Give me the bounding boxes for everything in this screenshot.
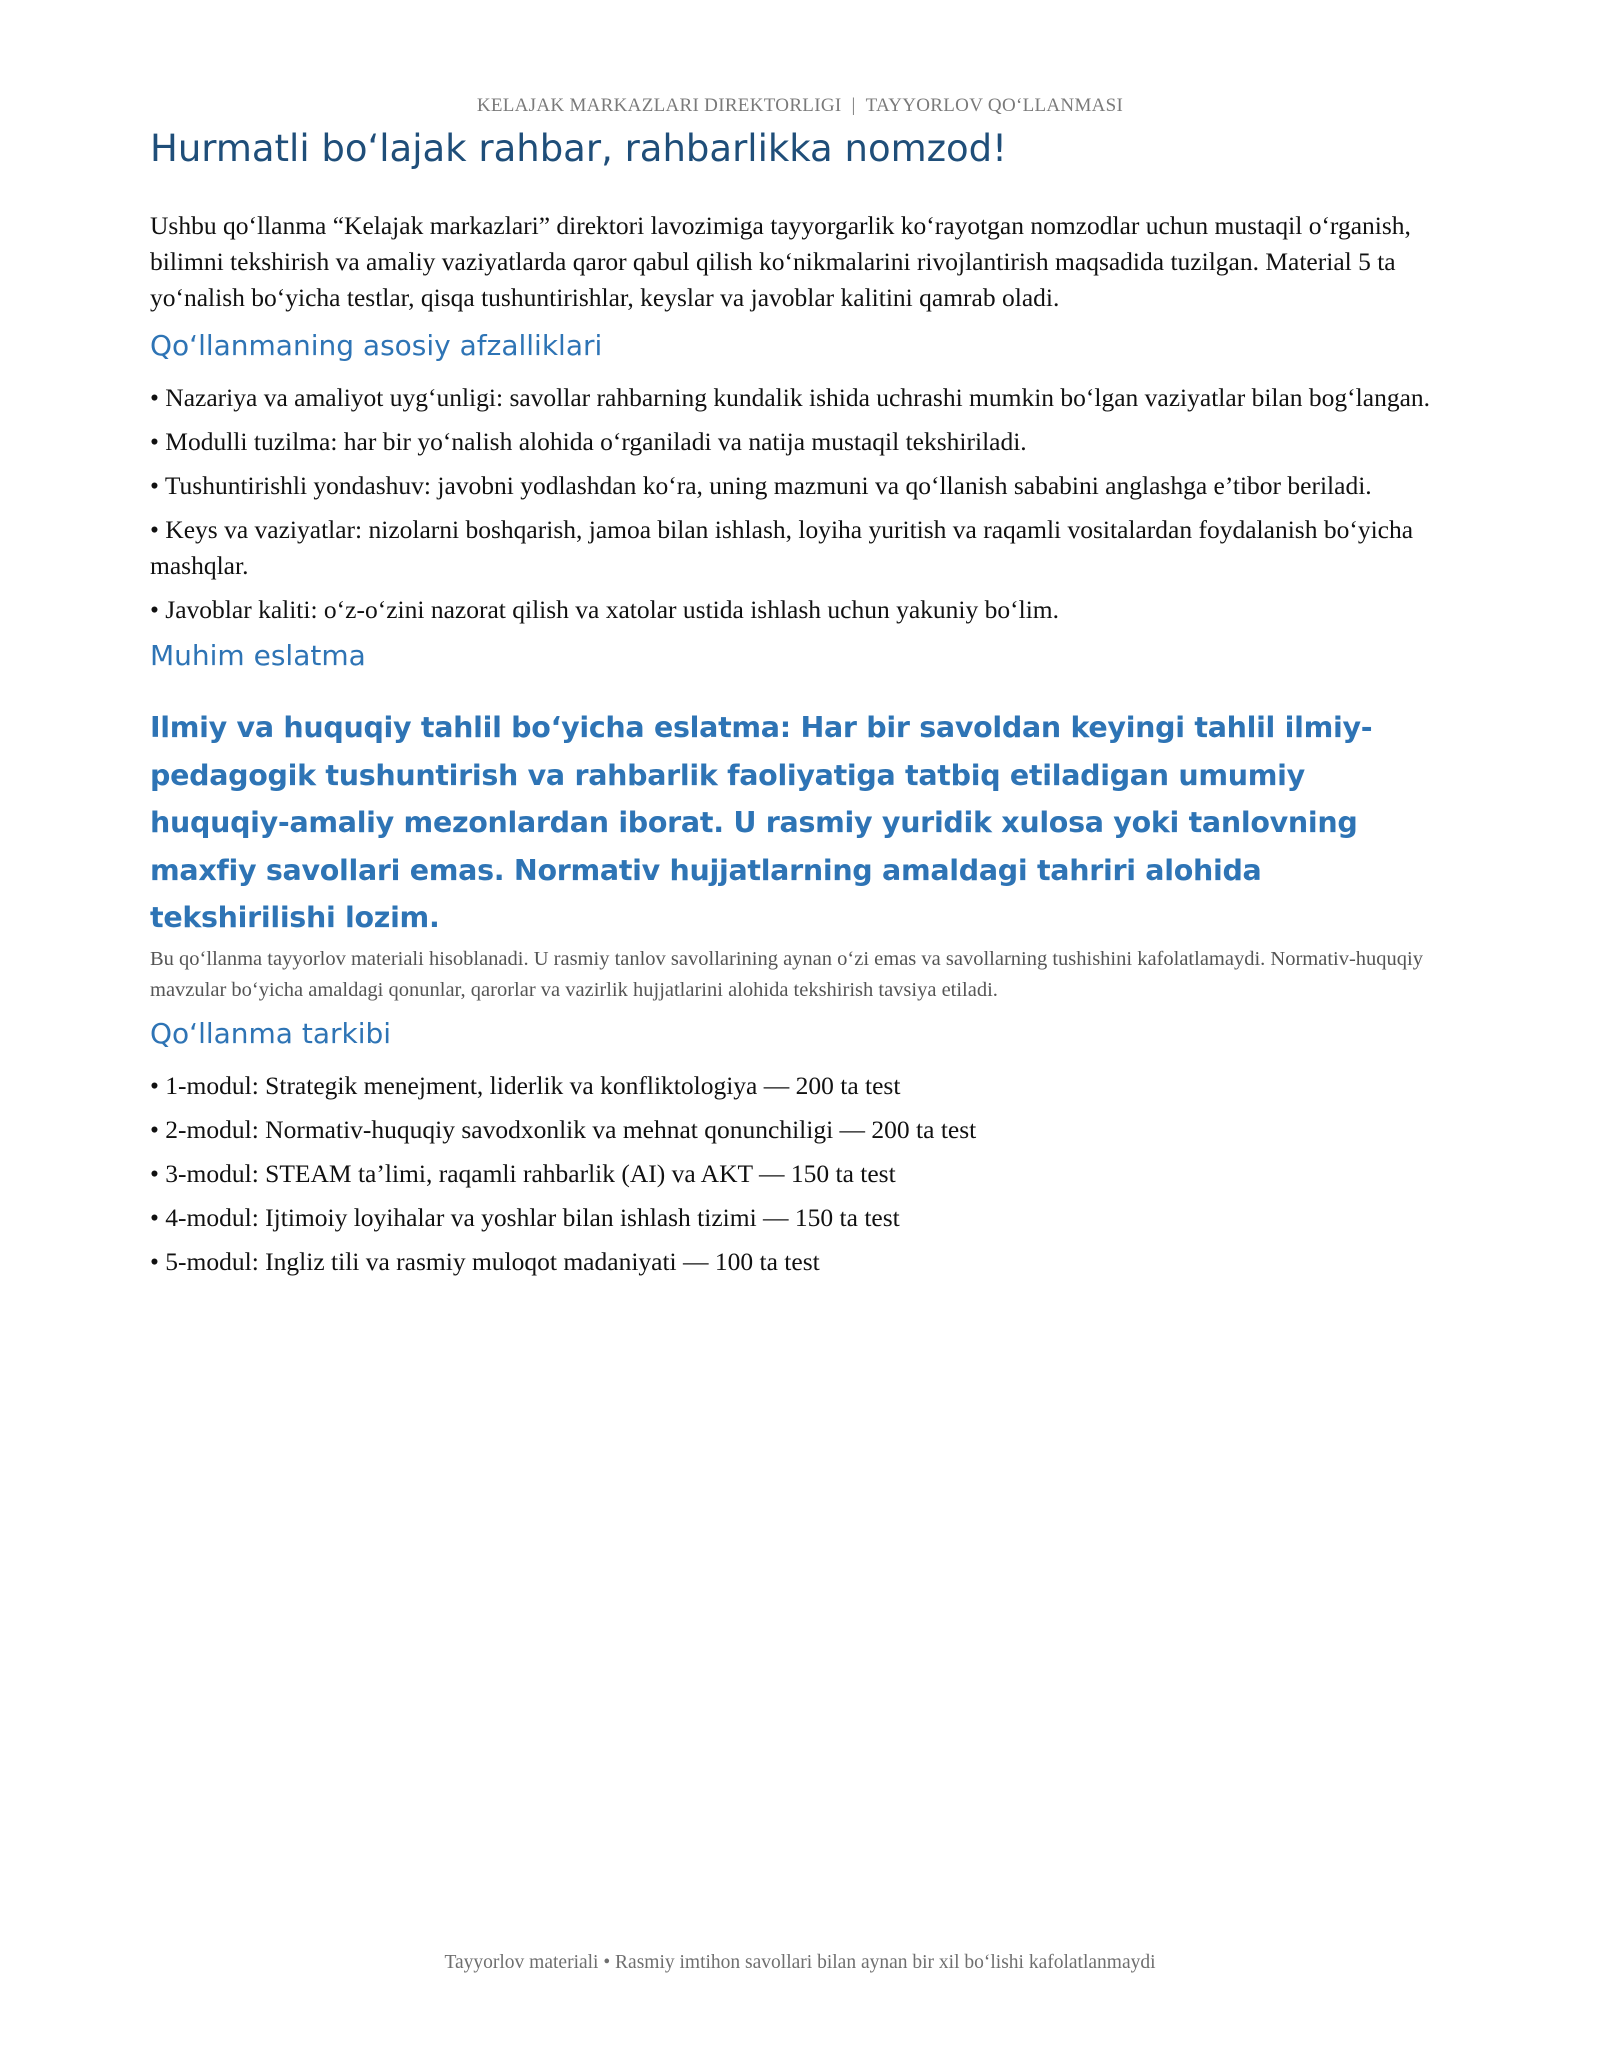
running-header [0,95,1600,117]
important-heading: Muhim eslatma [150,639,366,672]
running-footer: Tayyorlov materiali • Rasmiy imtihon savollari bilan aynan bir xil bo‘lishi kafolatlanmaydi [444,1952,1156,1973]
page-content [150,122,1450,1288]
advantage-item: • Tushuntirishli yondashuv: javobni yodlashdan ko‘ra, uning mazmuni va qo‘llanish sababini anglashga e’tibor beriladi. [150,471,1372,500]
disclaimer-note: Bu qo‘llanma tayyorlov materiali hisoblanadi. U rasmiy tanlov savollarining aynan o‘zi emas va savollarning tushishini kafolatlamaydi. Normativ-huquqiy mavzular bo‘yicha amaldagi qonunlar, qarorlar va vazirlik hujjatlarini alohida tekshirish tavsiya etiladi. [150,947,1423,1001]
advantages-list [150,380,1450,628]
module-item: • 3-modul: STEAM ta’limi, raqamli rahbarlik (AI) va AKT — 150 ta test [150,1158,896,1188]
header-separator: | [851,95,856,116]
module-item: • 1-modul: Strategik menejment, liderlik va konfliktologiya — 200 ta test [150,1070,901,1100]
header-organization: KELAJAK MARKAZLARI DIREKTORLIGI [476,95,842,116]
module-item: • 5-modul: Ingliz tili va rasmiy muloqot madaniyati — 100 ta test [150,1246,820,1276]
contents-heading: Qo‘llanma tarkibi [150,1016,392,1050]
header-document-type: TAYYORLOV QO‘LLANMASI [865,95,1124,116]
intro-paragraph: Ushbu qo‘llanma “Kelajak markazlari” direktori lavozimiga tayyorgarlik ko‘rayotgan nomzodlar uchun mustaqil o‘rganish, bilimni tekshirish va amaliy vaziyatlarda qaror qabul qilish ko‘nikmalarini rivojlantirish maqsadida tuzilgan. Material 5 ta yo‘nalish bo‘yicha testlar, qisqa tushuntirishlar, keyslar va javoblar kalitini qamrab oladi. [150,211,1411,312]
advantage-item: • Modulli tuzilma: har bir yo‘nalish alohida o‘rganiladi va natija mustaqil tekshiriladi. [150,427,1027,456]
advantage-item: • Javoblar kaliti: o‘z-o‘zini nazorat qilish va xatolar ustida ishlash uchun yakuniy bo‘lim. [150,595,1059,624]
advantages-heading: Qo‘llanmaning asosiy afzalliklari [150,329,603,362]
module-item: • 4-modul: Ijtimoiy loyihalar va yoshlar bilan ishlash tizimi — 150 ta test [150,1202,900,1232]
page-title: Hurmatli bo‘lajak rahbar, rahbarlikka nomzod! [150,127,1007,170]
legal-callout: Ilmiy va huquqiy tahlil bo‘yicha eslatma: Har bir savoldan keyingi tahlil ilmiy-pedagogik tushuntirish va rahbarlik faoliyatiga tatbiq etiladigan umumiy huquqiy-amaliy mezonlardan iborat. U rasmiy yuridik xulosa yoki tanlovning maxfiy savollari emas. Normativ hujjatlarning amaldagi tahriri alohida tekshirilishi lozim. [150,711,1373,934]
contents-list [150,1068,1450,1280]
advantage-item: • Nazariya va amaliyot uyg‘unligi: savollar rahbarning kundalik ishida uchrashi mumkin bo‘lgan vaziyatlar bilan bog‘langan. [150,383,1431,412]
module-item: • 2-modul: Normativ-huquqiy savodxonlik va mehnat qonunchiligi — 200 ta test [150,1114,977,1144]
advantage-item: • Keys va vaziyatlar: nizolarni boshqarish, jamoa bilan ishlash, loyiha yuritish va raqamli vositalardan foydalanish bo‘yicha mashqlar. [150,515,1414,580]
